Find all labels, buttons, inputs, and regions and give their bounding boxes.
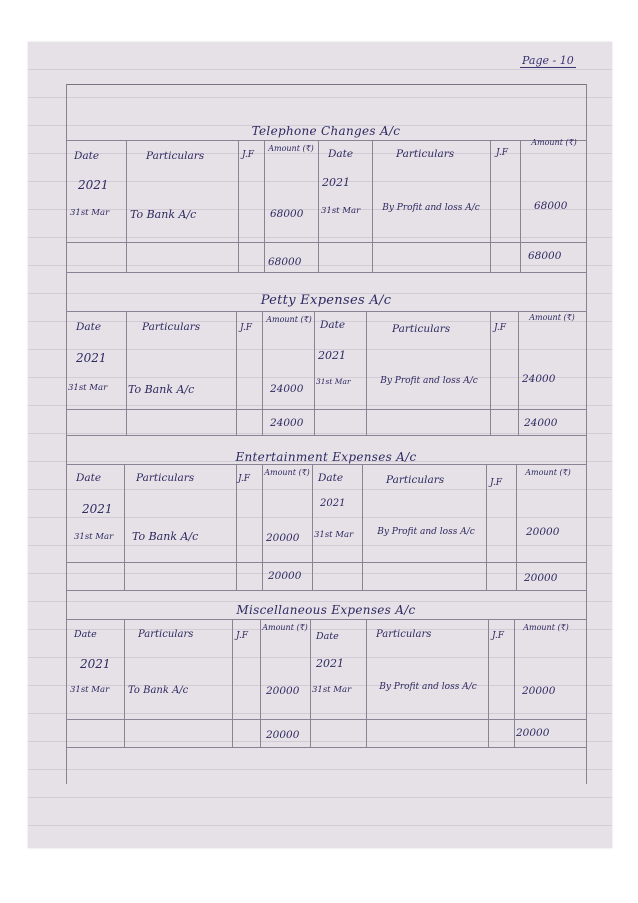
- ledger-title: Telephone Changes A/c: [251, 124, 401, 138]
- page-frame-right: [586, 84, 587, 784]
- credit-total: 24000: [524, 417, 558, 429]
- credit-total: 68000: [528, 250, 562, 262]
- ledger-account-entertainment: [66, 450, 586, 598]
- col-divider: [366, 311, 367, 435]
- page-frame-top: [66, 84, 586, 85]
- row-divider: [66, 242, 586, 243]
- debit-particulars: To Bank A/c: [130, 208, 197, 221]
- debit-date: 31st Mar: [74, 532, 114, 542]
- header-date-credit: Date: [328, 148, 354, 160]
- header-amount: Amount (₹): [264, 468, 310, 477]
- col-divider: [314, 311, 315, 435]
- col-divider: [488, 619, 489, 747]
- debit-total: 68000: [268, 256, 302, 268]
- row-divider: [66, 409, 586, 410]
- header-particulars-credit: Particulars: [392, 323, 451, 335]
- col-divider: [264, 140, 265, 272]
- col-divider: [236, 311, 237, 435]
- header-date: Date: [74, 629, 97, 640]
- credit-year: 2021: [320, 498, 346, 509]
- header-amount: Amount (₹): [268, 144, 314, 153]
- ledger-account-petty: [66, 293, 586, 443]
- header-jf-credit: J.F: [496, 148, 509, 158]
- col-divider: [310, 619, 311, 747]
- debit-amount: 20000: [266, 532, 300, 544]
- row-divider: [66, 140, 586, 141]
- row-divider: [66, 311, 586, 312]
- debit-date: 31st Mar: [68, 383, 108, 393]
- credit-date: 31st Mar: [314, 530, 354, 540]
- credit-date: 31st Mar: [312, 685, 352, 695]
- row-divider: [66, 719, 586, 720]
- row-divider: [66, 747, 586, 748]
- credit-amount: 20000: [522, 685, 556, 697]
- col-divider: [262, 311, 263, 435]
- header-particulars: Particulars: [136, 472, 195, 484]
- debit-amount: 24000: [270, 383, 304, 395]
- header-particulars-credit: Particulars: [376, 629, 432, 640]
- header-amount: Amount (₹): [262, 623, 308, 632]
- col-divider: [362, 464, 363, 590]
- debit-date: 31st Mar: [70, 208, 110, 218]
- credit-particulars: By Profit and loss A/c: [380, 376, 478, 386]
- col-divider: [372, 140, 373, 272]
- ledger-title: Miscellaneous Expenses A/c: [236, 603, 416, 617]
- credit-total: 20000: [524, 572, 558, 584]
- col-divider: [516, 464, 517, 590]
- header-jf-credit: J.F: [492, 631, 505, 641]
- header-jf-credit: J.F: [494, 323, 507, 333]
- debit-year: 2021: [80, 657, 111, 671]
- header-jf-credit: J.F: [490, 478, 503, 488]
- debit-amount: 68000: [270, 208, 304, 220]
- header-jf: J.F: [238, 474, 251, 484]
- page-number: Page - 10: [522, 54, 574, 67]
- col-divider: [366, 619, 367, 747]
- col-divider: [318, 140, 319, 272]
- header-jf: J.F: [236, 631, 249, 641]
- header-particulars: Particulars: [146, 150, 205, 162]
- header-date: Date: [76, 321, 102, 333]
- credit-particulars: By Profit and loss A/c: [377, 527, 475, 537]
- credit-year: 2021: [318, 349, 346, 362]
- col-divider: [514, 619, 515, 747]
- header-jf: J.F: [242, 150, 255, 160]
- debit-particulars: To Bank A/c: [128, 383, 195, 396]
- col-divider: [312, 464, 313, 590]
- header-amount-credit: Amount (₹): [531, 138, 577, 147]
- header-date: Date: [74, 150, 100, 162]
- col-divider: [490, 140, 491, 272]
- row-divider: [66, 435, 586, 436]
- col-divider: [236, 464, 237, 590]
- ledger-account-telephone: [66, 124, 586, 276]
- credit-amount: 20000: [526, 526, 560, 538]
- header-amount-credit: Amount (₹): [525, 468, 571, 477]
- debit-date: 31st Mar: [70, 685, 110, 695]
- header-amount-credit: Amount (₹): [529, 313, 575, 322]
- col-divider: [124, 464, 125, 590]
- col-divider: [520, 140, 521, 272]
- debit-year: 2021: [82, 502, 113, 516]
- col-divider: [126, 140, 127, 272]
- debit-particulars: To Bank A/c: [132, 530, 199, 543]
- col-divider: [238, 140, 239, 272]
- col-divider: [232, 619, 233, 747]
- ledger-account-miscellaneous: [66, 603, 586, 753]
- col-divider: [124, 619, 125, 747]
- debit-total: 20000: [266, 729, 300, 741]
- row-divider: [66, 272, 586, 273]
- ledger-title: Petty Expenses A/c: [260, 293, 392, 308]
- row-divider: [66, 590, 586, 591]
- debit-year: 2021: [76, 351, 107, 365]
- credit-particulars: By Profit and loss A/c: [379, 682, 477, 692]
- debit-year: 2021: [78, 178, 109, 192]
- col-divider: [126, 311, 127, 435]
- debit-amount: 20000: [266, 685, 300, 697]
- credit-total: 20000: [516, 727, 550, 739]
- ledger-title: Entertainment Expenses A/c: [235, 450, 417, 464]
- header-date-credit: Date: [316, 631, 339, 642]
- row-divider: [66, 619, 586, 620]
- header-date-credit: Date: [318, 472, 344, 484]
- debit-particulars: To Bank A/c: [128, 685, 189, 696]
- col-divider: [262, 464, 263, 590]
- credit-amount: 68000: [534, 200, 568, 212]
- credit-year: 2021: [316, 657, 344, 670]
- header-amount-credit: Amount (₹): [523, 623, 569, 632]
- debit-total: 24000: [270, 417, 304, 429]
- debit-total: 20000: [268, 570, 302, 582]
- col-divider: [518, 311, 519, 435]
- header-amount: Amount (₹): [266, 315, 312, 324]
- credit-particulars: By Profit and loss A/c: [382, 203, 480, 213]
- header-date-credit: Date: [320, 319, 346, 331]
- col-divider: [486, 464, 487, 590]
- col-divider: [490, 311, 491, 435]
- row-divider: [66, 562, 586, 563]
- row-divider: [66, 464, 586, 465]
- header-particulars: Particulars: [142, 321, 201, 333]
- credit-date: 31st Mar: [321, 206, 361, 216]
- col-divider: [260, 619, 261, 747]
- credit-date: 31st Mar: [316, 377, 351, 386]
- credit-year: 2021: [322, 176, 350, 189]
- credit-amount: 24000: [522, 373, 556, 385]
- header-particulars-credit: Particulars: [396, 148, 455, 160]
- header-particulars-credit: Particulars: [386, 474, 445, 486]
- header-jf: J.F: [240, 323, 253, 333]
- header-particulars: Particulars: [138, 629, 194, 640]
- header-date: Date: [76, 472, 102, 484]
